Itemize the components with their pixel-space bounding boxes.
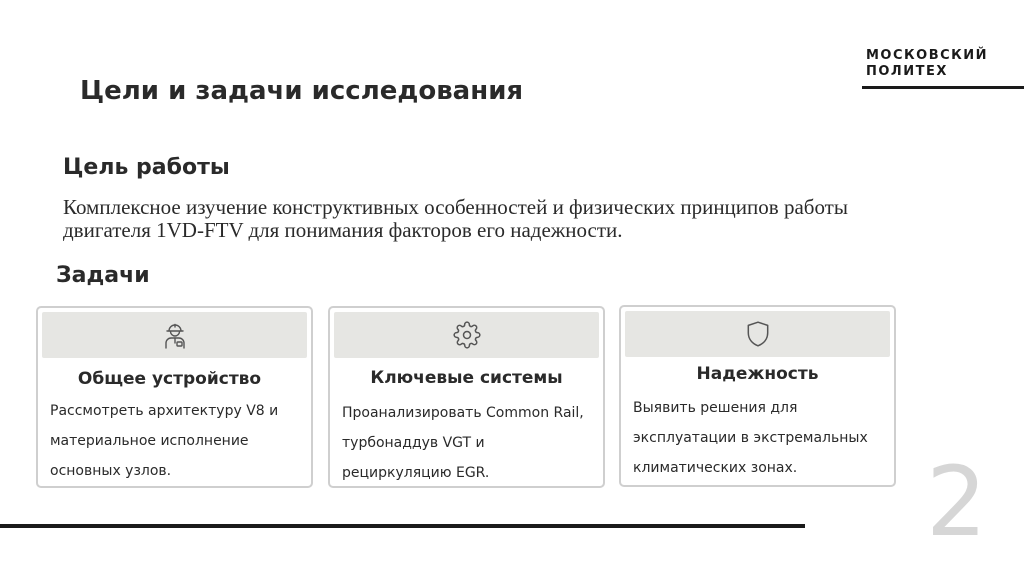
- brand-logo: [866, 48, 1024, 94]
- logo-underline: [862, 86, 1024, 89]
- goal-text: Комплексное изучение конструктивных особенностей и физических принципов работы двигателя 1VD-FTV для понимания факторов его надежности.: [63, 195, 848, 242]
- task-card-header: [625, 311, 890, 357]
- task-card-header: [334, 312, 599, 358]
- task-card-title: Общее устройство: [77, 369, 262, 389]
- task-card-title: Ключевые системы: [370, 368, 563, 388]
- task-card-general: [36, 306, 313, 488]
- page-title: Цели и задачи исследования: [80, 76, 524, 106]
- task-card-text: Проанализировать Common Rail, турбонаддув VGT и рециркуляцию EGR.: [342, 405, 584, 481]
- footer-divider: [0, 524, 805, 528]
- tasks-heading: Задачи: [56, 263, 150, 288]
- logo-line-1: МОСКОВСКИЙ: [866, 48, 989, 63]
- slide-number: 2: [926, 446, 988, 558]
- task-card-reliability: [619, 305, 896, 487]
- task-card-header: [42, 312, 307, 358]
- task-card-systems: [328, 306, 605, 488]
- task-card-text: Рассмотреть архитектуру V8 и материальное исполнение основных узлов.: [50, 403, 279, 479]
- task-card-text: Выявить решения для эксплуатации в экстремальных климатических зонах.: [633, 400, 868, 476]
- task-card-title: Надежность: [696, 364, 819, 384]
- engineer-icon: [162, 321, 188, 349]
- goal-heading: Цель работы: [63, 155, 230, 180]
- shield-icon: [745, 320, 771, 348]
- gear-icon: [453, 321, 481, 349]
- logo-line-2: ПОЛИТЕХ: [866, 64, 948, 79]
